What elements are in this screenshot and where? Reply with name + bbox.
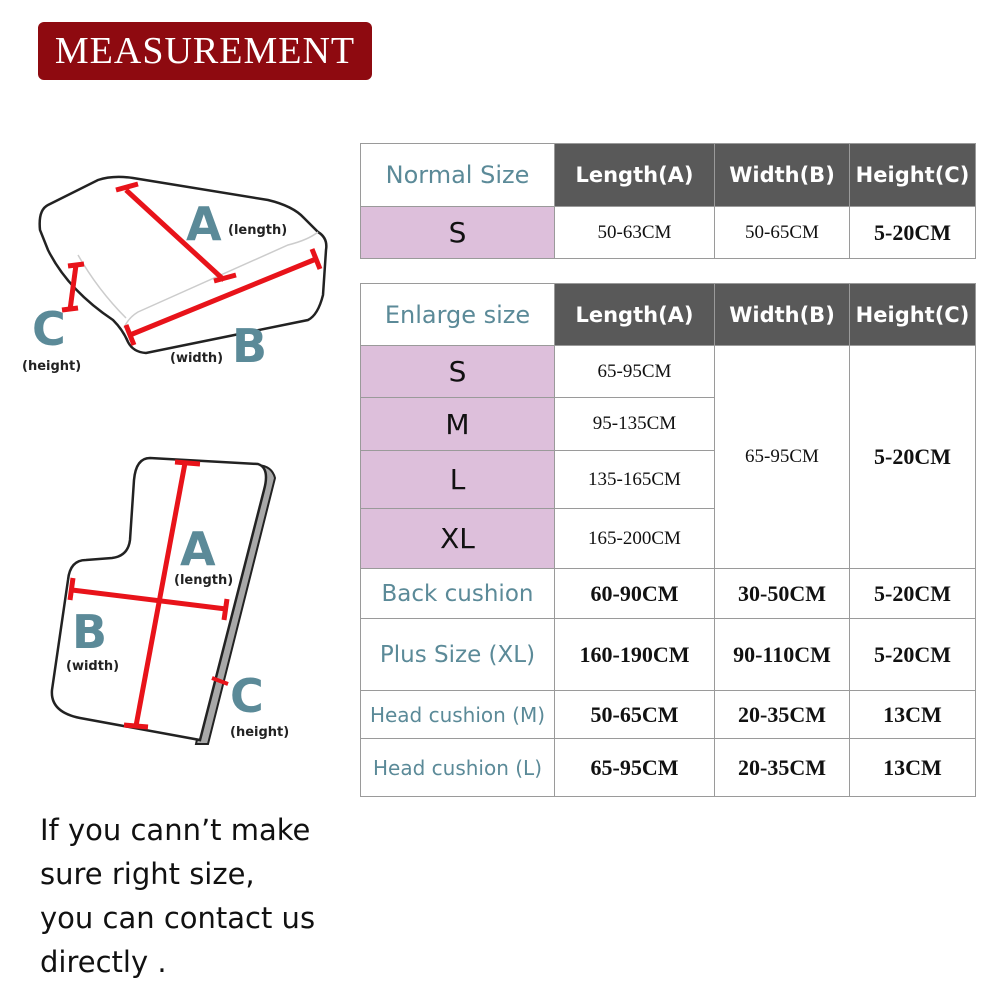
row-label: Back cushion bbox=[361, 569, 555, 619]
normal-size-label: Normal Size bbox=[361, 144, 555, 207]
back-a-word: (length) bbox=[174, 573, 234, 588]
header-length: Length(A) bbox=[555, 144, 715, 207]
normal-size-table bbox=[360, 143, 976, 259]
seat-c-word: (height) bbox=[22, 359, 82, 374]
seat-a-letter: A bbox=[186, 197, 222, 251]
back-c-word: (height) bbox=[230, 725, 290, 740]
length-cell: 50-65CM bbox=[555, 691, 715, 739]
note-line: you can contact us bbox=[40, 901, 316, 935]
table-row bbox=[361, 569, 976, 619]
seat-c-letter: C bbox=[32, 302, 66, 356]
table-row bbox=[361, 207, 976, 259]
row-label: Head cushion (M) bbox=[361, 691, 555, 739]
row-label: Plus Size (XL) bbox=[361, 619, 555, 691]
size-cell: M bbox=[361, 398, 555, 451]
back-a-letter: A bbox=[180, 522, 216, 576]
length-cell: 135-165CM bbox=[555, 451, 715, 509]
size-cell: L bbox=[361, 451, 555, 509]
width-cell: 90-110CM bbox=[715, 619, 850, 691]
table-row bbox=[361, 739, 976, 797]
note-line: If you cann’t make bbox=[40, 813, 311, 847]
shared-height-cell: 5-20CM bbox=[850, 346, 976, 569]
width-cell: 20-35CM bbox=[715, 739, 850, 797]
shared-width-cell: 65-95CM bbox=[715, 346, 850, 569]
length-cell: 95-135CM bbox=[555, 398, 715, 451]
enlarge-size-label: Enlarge size bbox=[361, 284, 555, 346]
header-width: Width(B) bbox=[715, 284, 850, 346]
height-cell: 5-20CM bbox=[850, 207, 976, 259]
back-cushion-diagram bbox=[20, 450, 320, 750]
back-c-letter: C bbox=[230, 669, 264, 723]
table-row bbox=[361, 691, 976, 739]
height-cell: 5-20CM bbox=[850, 569, 976, 619]
table-row bbox=[361, 619, 976, 691]
measurement-banner: MEASUREMENT bbox=[38, 22, 372, 80]
enlarge-size-table bbox=[360, 283, 976, 797]
header-length: Length(A) bbox=[555, 284, 715, 346]
size-cell: S bbox=[361, 207, 555, 259]
height-cell: 13CM bbox=[850, 739, 976, 797]
width-cell: 20-35CM bbox=[715, 691, 850, 739]
contact-note bbox=[40, 808, 360, 984]
note-line: directly . bbox=[40, 945, 167, 979]
seat-cushion-diagram bbox=[18, 170, 338, 380]
size-cell: XL bbox=[361, 509, 555, 569]
length-cell: 50-63CM bbox=[555, 207, 715, 259]
note-line: sure right size, bbox=[40, 857, 255, 891]
row-label: Head cushion (L) bbox=[361, 739, 555, 797]
length-cell: 60-90CM bbox=[555, 569, 715, 619]
size-cell: S bbox=[361, 346, 555, 398]
length-cell: 65-95CM bbox=[555, 346, 715, 398]
seat-b-word: (width) bbox=[170, 351, 224, 366]
header-width: Width(B) bbox=[715, 144, 850, 207]
width-cell: 50-65CM bbox=[715, 207, 850, 259]
seat-b-letter: B bbox=[232, 319, 268, 373]
height-cell: 13CM bbox=[850, 691, 976, 739]
header-height: Height(C) bbox=[850, 144, 976, 207]
seat-a-word: (length) bbox=[228, 223, 288, 238]
length-cell: 65-95CM bbox=[555, 739, 715, 797]
width-cell: 30-50CM bbox=[715, 569, 850, 619]
height-cell: 5-20CM bbox=[850, 619, 976, 691]
length-cell: 160-190CM bbox=[555, 619, 715, 691]
header-height: Height(C) bbox=[850, 284, 976, 346]
table-row bbox=[361, 346, 976, 398]
back-b-letter: B bbox=[72, 605, 108, 659]
back-b-word: (width) bbox=[66, 659, 120, 674]
length-cell: 165-200CM bbox=[555, 509, 715, 569]
